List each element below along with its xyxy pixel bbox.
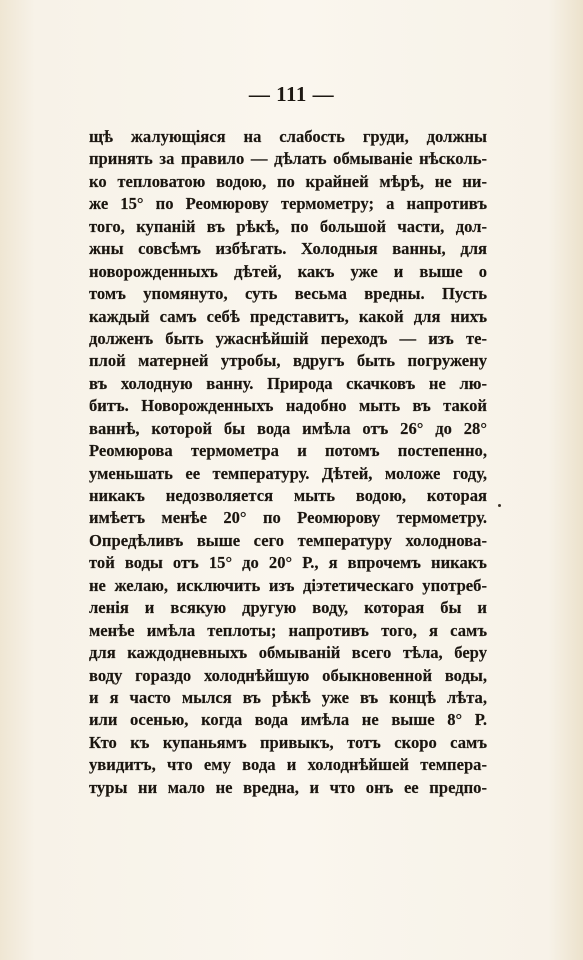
text-line: не желаю, исключить изъ діэтетическаго употреб-	[89, 575, 487, 595]
text-line: новорожденныхъ дѣтей, какъ уже и выше о	[89, 261, 487, 281]
text-line: битъ. Новорожденныхъ надобно мыть въ такой	[89, 396, 487, 416]
text-line: въ холодную ванну. Природа скачковъ не лю-	[89, 373, 487, 393]
text-line: томъ упомянуто, суть весьма вредны. Пусть	[89, 284, 487, 304]
text-line: и я часто мылся въ рѣкѣ уже въ концѣ лѣта,	[89, 687, 487, 707]
text-line: каждый самъ себѣ представитъ, какой для нихъ	[89, 306, 487, 326]
text-line: ленія и всякую другую воду, которая бы и	[89, 598, 487, 618]
text-line: долженъ быть ужаснѣйшій переходъ — изъ те-	[89, 328, 487, 348]
text-line: воду гораздо холоднѣйшую обыкновенной воды,	[89, 665, 487, 685]
text-line: той воды отъ 15° до 20° Р., я впрочемъ никакъ	[89, 553, 487, 573]
text-line: увидитъ, что ему вода и холоднѣйшей темпера-	[89, 755, 487, 775]
text-line: ваннѣ, которой бы вода имѣла отъ 26° до 28°	[89, 418, 487, 438]
text-line: плой матерней утробы, вдругъ быть погружену	[89, 351, 487, 371]
text-line: Кто къ купаньямъ привыкъ, тотъ скоро самъ	[89, 732, 487, 752]
text-line: для каждодневныхъ обмыванiй всего тѣла, беру	[89, 643, 487, 663]
text-line: уменьшать ее температуру. Дѣтей, моложе году,	[89, 463, 487, 483]
text-line: щѣ жалующіяся на слабость груди, должны	[89, 127, 487, 146]
text-line: или осенью, когда вода имѣла не выше 8° Р.	[89, 710, 487, 730]
text-line: Реомюрова термометра и потомъ постепенно,	[89, 441, 487, 461]
text-line: принять за правило — дѣлать обмываніе нѣсколь-	[89, 149, 487, 169]
text-line: же 15° по Реомюрову термометру; а напротивъ	[89, 194, 487, 214]
text-line: Опредѣливъ выше сего температуру холоднова-	[89, 530, 487, 550]
ink-speck	[498, 504, 501, 507]
text-line: туры ни мало не вредна, и что онъ ее предпо-	[89, 777, 487, 797]
text-line: имѣетъ менѣе 20° по Реомюрову термометру.	[89, 508, 487, 528]
text-line: ко тепловатою водою, по крайней мѣрѣ, не ни-	[89, 171, 487, 191]
text-line: того, купаній въ рѣкѣ, по большой части, дол-	[89, 216, 487, 236]
text-line: менѣе имѣла теплоты; напротивъ того, я самъ	[89, 620, 487, 640]
body-text	[89, 126, 487, 799]
text-line: жны совсѣмъ избѣгать. Холодныя ванны, для	[89, 239, 487, 259]
page-number: — 111 —	[248, 82, 335, 106]
text-line: никакъ недозволяется мыть водою, которая	[89, 486, 487, 505]
